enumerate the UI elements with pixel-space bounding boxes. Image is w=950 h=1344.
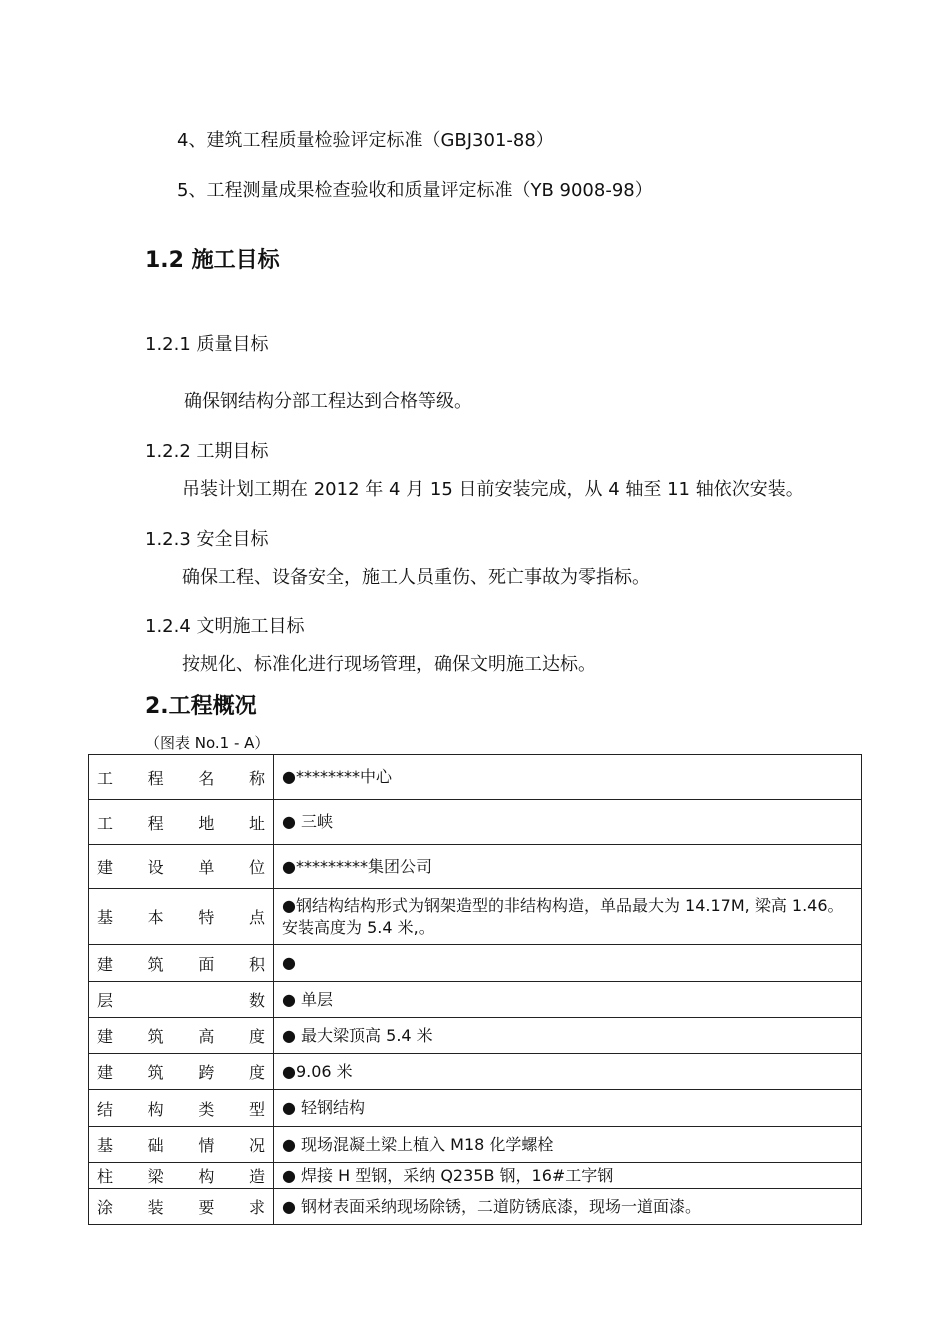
row-label-char: 面 <box>198 954 215 974</box>
row-label-char: 造 <box>248 1167 265 1186</box>
row-label <box>89 1189 274 1225</box>
table-row <box>89 982 862 1018</box>
table-row <box>89 1189 862 1225</box>
paragraph-quality: 确保钢结构分部工程达到合格等级。 <box>184 391 472 412</box>
standard-item-4: 4、建筑工程质量检验评定标准（GBJ301-88） <box>177 130 554 151</box>
row-label-char: 程 <box>147 768 164 788</box>
table-row <box>89 800 862 845</box>
row-label-char: 梁 <box>147 1167 164 1186</box>
row-label-char: 况 <box>248 1136 265 1155</box>
row-label-char: 高 <box>198 1027 215 1046</box>
row-label-char: 求 <box>248 1198 265 1217</box>
row-label <box>89 1054 274 1090</box>
row-label-char: 构 <box>147 1099 164 1119</box>
row-label-char: 构 <box>198 1167 215 1186</box>
row-label-char: 要 <box>198 1198 215 1217</box>
section-heading-2: 2.工程概况 <box>145 694 257 719</box>
table-row <box>89 845 862 889</box>
row-label <box>89 845 274 889</box>
row-label-char: 位 <box>248 858 265 877</box>
row-value: ●*********集团公司 <box>274 845 862 889</box>
project-overview-table <box>88 754 862 1225</box>
row-label-char: 结 <box>97 1099 114 1119</box>
row-value: ●********中心 <box>274 755 862 800</box>
table-row <box>89 945 862 982</box>
row-label-char: 型 <box>248 1099 265 1119</box>
row-value: ●钢结构结构形式为钢架造型的非结构构造，单品最大为 14.17M, 梁高 1.46。安装高度为 5.4 米,。 <box>274 889 862 945</box>
row-label-char: 装 <box>147 1198 164 1217</box>
row-label-char: 筑 <box>147 1027 164 1046</box>
row-label-char: 单 <box>198 858 215 877</box>
row-label-char: 基 <box>97 908 114 927</box>
row-label-char: 称 <box>248 768 265 788</box>
row-value: ● 三峡 <box>274 800 862 845</box>
table-caption: （图表 No.1 - A） <box>145 734 270 752</box>
row-label-char: 建 <box>97 954 114 974</box>
row-label-char: 工 <box>97 813 114 833</box>
row-value: ● 最大梁顶高 5.4 米 <box>274 1018 862 1054</box>
row-label-char: 涂 <box>97 1198 114 1217</box>
row-label-char: 跨 <box>198 1063 215 1082</box>
row-label-char: 建 <box>97 1027 114 1046</box>
row-label <box>89 1163 274 1189</box>
row-label-char: 建 <box>97 1063 114 1082</box>
row-label-char: 工 <box>97 768 114 788</box>
row-label-char: 数 <box>248 991 265 1010</box>
row-value: ● 轻钢结构 <box>274 1090 862 1127</box>
row-value: ● 焊接 H 型钢，采纳 Q235B 钢，16#工字钢 <box>274 1163 862 1189</box>
row-value: ● 单层 <box>274 982 862 1018</box>
row-value: ● 钢材表面采纳现场除锈，二道防锈底漆，现场一道面漆。 <box>274 1189 862 1225</box>
row-label <box>89 800 274 845</box>
row-label-char: 地 <box>198 813 215 833</box>
row-label-char: 积 <box>248 954 265 974</box>
standard-item-5: 5、工程测量成果检查验收和质量评定标准（YB 9008-98） <box>177 180 653 201</box>
subheading-1-2-1: 1.2.1 质量目标 <box>145 334 269 355</box>
row-label-char: 础 <box>147 1136 164 1155</box>
row-label <box>89 1090 274 1127</box>
table-row <box>89 1054 862 1090</box>
table-row <box>89 1163 862 1189</box>
row-label-char: 层 <box>97 991 114 1010</box>
row-label-char: 程 <box>147 813 164 833</box>
row-label-char: 类 <box>198 1099 215 1119</box>
row-label-char: 名 <box>198 768 215 788</box>
paragraph-safety: 确保工程、设备安全，施工人员重伤、死亡事故为零指标。 <box>182 567 650 588</box>
row-label-char: 柱 <box>97 1167 114 1186</box>
row-label <box>89 1018 274 1054</box>
row-label-char: 建 <box>97 858 114 877</box>
subheading-1-2-3: 1.2.3 安全目标 <box>145 529 269 550</box>
subheading-1-2-2: 1.2.2 工期目标 <box>145 441 269 462</box>
row-label-char: 设 <box>147 858 164 877</box>
row-label-char: 特 <box>198 908 215 927</box>
table-row <box>89 755 862 800</box>
table-row <box>89 1018 862 1054</box>
row-label-char: 址 <box>248 813 265 833</box>
table-row <box>89 889 862 945</box>
row-value: ● <box>274 945 862 982</box>
row-label-char: 筑 <box>147 954 164 974</box>
row-label <box>89 755 274 800</box>
subheading-1-2-4: 1.2.4 文明施工目标 <box>145 616 305 637</box>
section-heading-1-2: 1.2 施工目标 <box>145 248 280 273</box>
row-value: ● 现场混凝土梁上植入 M18 化学螺栓 <box>274 1127 862 1163</box>
row-label-char: 基 <box>97 1136 114 1155</box>
paragraph-schedule: 吊装计划工期在 2012 年 4 月 15 日前安装完成，从 4 轴至 11 轴依次安装。 <box>182 479 804 500</box>
row-label <box>89 945 274 982</box>
row-value: ●9.06 米 <box>274 1054 862 1090</box>
row-label <box>89 1127 274 1163</box>
row-label-char: 筑 <box>147 1063 164 1082</box>
row-label <box>89 982 274 1018</box>
paragraph-civilized: 按规化、标准化进行现场管理，确保文明施工达标。 <box>182 654 596 675</box>
row-label-char: 度 <box>248 1063 265 1082</box>
row-label-char: 点 <box>248 908 265 927</box>
row-label-char: 度 <box>248 1027 265 1046</box>
table-row <box>89 1127 862 1163</box>
row-label-char: 情 <box>198 1136 215 1155</box>
row-label <box>89 889 274 945</box>
table-row <box>89 1090 862 1127</box>
row-label-char: 本 <box>147 908 164 927</box>
